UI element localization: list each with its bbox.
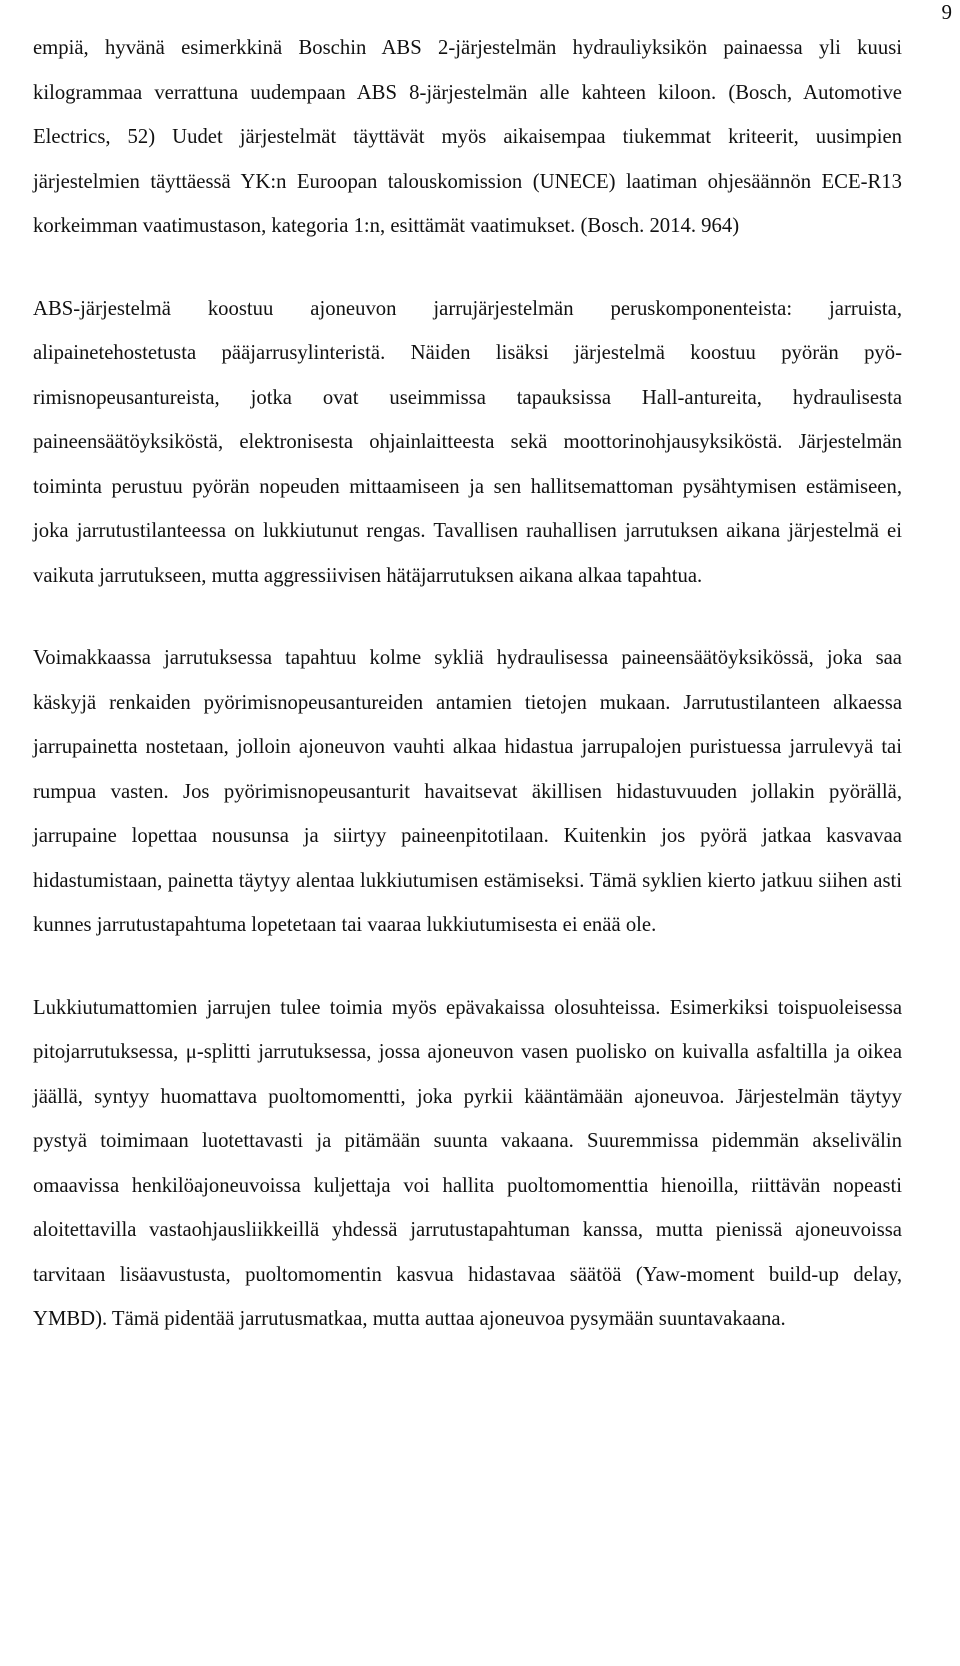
page-number: 9 xyxy=(941,0,952,24)
paragraph-abs-components: ABS-järjestelmä koostuu ajoneuvon jarrujärjestelmän peruskomponenteista: jarruista, alipainetehostetusta pääjarrusylinteristä. Näiden lisäksi järjestelmä koostuu pyörän pyörimisnopeusantureista, jotka ovat useimmissa tapauksissa Hall-antureita, hydraulisesta paineensäätöyksiköstä, elektronisesta ohjainlaitteesta sekä moottorinohjausyksiköstä. Järjestelmän toiminta perustuu pyörän nopeuden mittaamiseen ja sen hallitsemattoman pysähtymisen estämiseen, joka jarrutustilanteessa on lukkiutunut rengas. Tavallisen rauhallisen jarrutuksen aikana järjestelmä ei vaikuta jarrutukseen, mutta aggressiivisen hätäjarrutuksen aikana alkaa tapahtua. xyxy=(33,297,902,587)
paragraph-unstable-conditions: Lukkiutumattomien jarrujen tulee toimia myös epävakaissa olosuhteissa. Esimerkiksi toispuoleisessa pitojarrutuksessa, μ-splitti jarrutuksessa, jossa ajoneuvon vasen puolisko on kuivalla asfaltilla ja oikea jäällä, syntyy huomattava puoltomomentti, joka pyrkii kääntämään ajoneuvoa. Järjestelmän täytyy pystyä toimimaan luotettavasti ja pitämään suunta vakaana. Suuremmissa pidemmän akselivälin omaavissa henkilöajoneuvoissa kuljettaja voi hallita puoltomomenttia hienoilla, riittävän nopeasti aloitettavilla vastaohjausliikkeillä yhdessä jarrutustapahtuman kanssa, mutta pienissä ajoneuvoissa tarvitaan lisäavustusta, puoltomomentin kasvua hidastavaa säätöä (Yaw-moment build-up delay, YMBD). Tämä pidentää jarrutusmatkaa, mutta auttaa ajoneuvoa pysymään suuntavakaana. xyxy=(33,996,902,1330)
body-text xyxy=(33,26,902,1342)
paragraph-abs-units: empiä, hyvänä esimerkkinä Boschin ABS 2-järjestelmän hydrauliyksikön painaessa yli kuusi kilogrammaa verrattuna uudempaan ABS 8-järjestelmän alle kahteen kiloon. (Bosch, Automotive Electrics, 52) Uudet järjestelmät täyttävät myös aikaisempaa tiukemmat kriteerit, uusimpien järjestelmien täyttäessä YK:n Euroopan talouskomission (UNECE) laatiman ohjesäännön ECE-R13 korkeimman vaatimustason, kategoria 1:n, esittämät vaatimukset. (Bosch. 2014. 964) xyxy=(33,37,902,237)
paragraph-braking-cycles: Voimakkaassa jarrutuksessa tapahtuu kolme sykliä hydraulisessa paineensäätöyksikössä, joka saa käskyjä renkaiden pyörimisnopeusantureiden antamien tietojen mukaan. Jarrutustilanteen alkaessa jarrupainetta nostetaan, jolloin ajoneuvon vauhti alkaa hidastua jarrupalojen puristuessa jarrulevyä tai rumpua vasten. Jos pyörimisnopeusanturit havaitsevat äkillisen hidastuvuuden jollakin pyörällä, jarrupaine lopettaa nousunsa ja siirtyy paineenpitotilaan. Kuitenkin jos pyörä jatkaa kasvavaa hidastumistaan, painetta täytyy alentaa lukkiutumisen estämiseksi. Tämä syklien kierto jatkuu siihen asti kunnes jarrutustapahtuma lopetetaan tai vaaraa lukkiutumisesta ei enää ole. xyxy=(33,647,902,936)
